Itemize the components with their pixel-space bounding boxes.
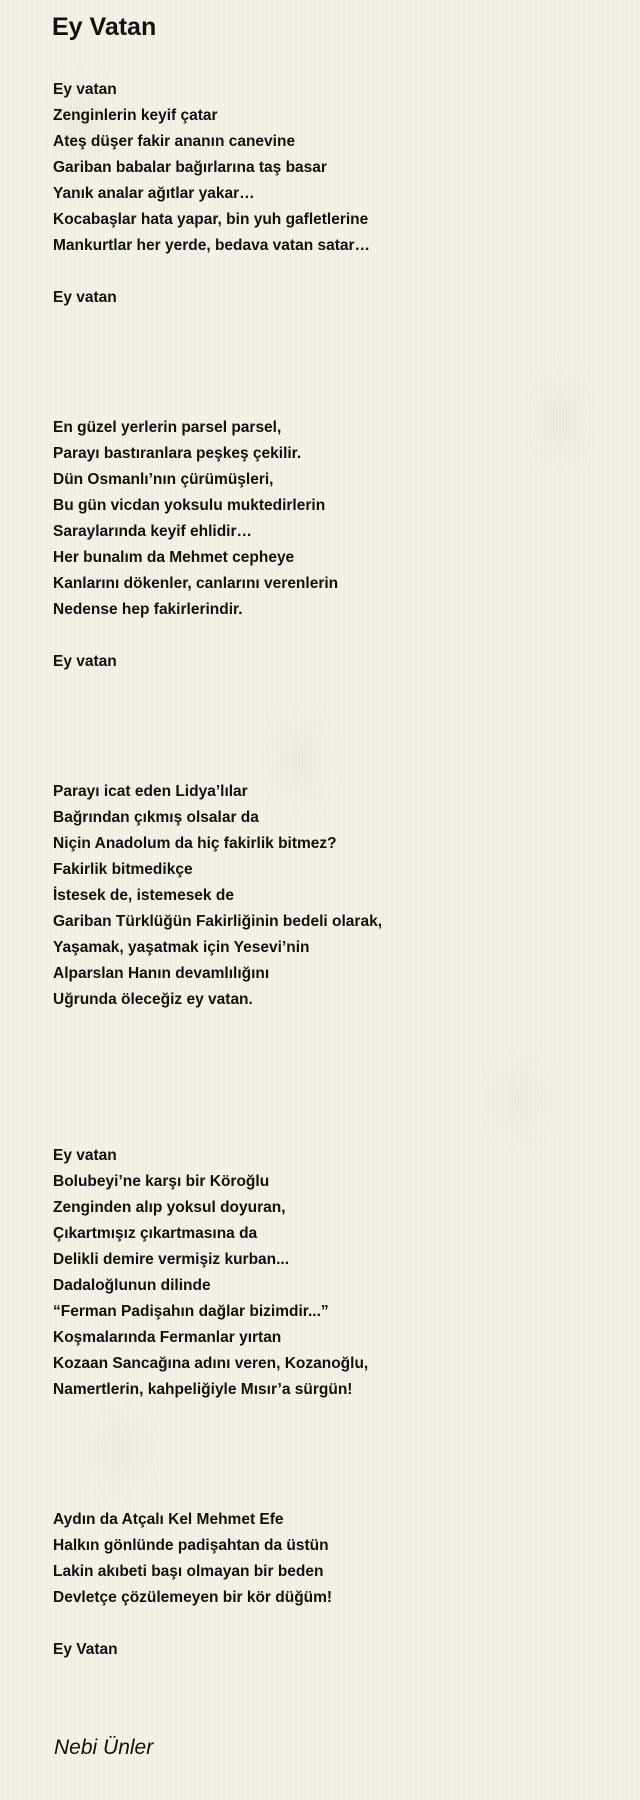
poem-line: Zenginden alıp yoksul doyuran, (53, 1199, 286, 1216)
poem-line: Niçin Anadolum da hiç fakirlik bitmez? (53, 835, 337, 852)
poem-line: Bu gün vicdan yoksulu muktedirlerin (53, 497, 326, 514)
blank-line (53, 311, 613, 337)
blank-line (53, 1455, 613, 1481)
poem-line: Kozaan Sancağına adını veren, Kozanoğlu, (53, 1355, 369, 1372)
poem-body (53, 77, 613, 1663)
poem-line: Halkın gönlünde padişahtan da üstün (53, 1537, 329, 1554)
poem-line: Ateş düşer fakir ananın canevine (53, 133, 296, 150)
blank-line (53, 259, 613, 285)
blank-line (53, 1403, 613, 1429)
blank-line (53, 389, 613, 415)
blank-line (53, 1429, 613, 1455)
poem-line: Yaşamak, yaşatmak için Yesevi’nin (53, 939, 310, 956)
blank-line (53, 337, 613, 363)
poem-line: Ey vatan (53, 289, 117, 306)
poem-line: Ey vatan (53, 1147, 117, 1164)
blank-line (53, 753, 613, 779)
poem-line: Namertlerin, kahpeliğiyle Mısır’a sürgün! (53, 1381, 353, 1398)
blank-line (53, 1013, 613, 1039)
blank-line (53, 1117, 613, 1143)
blank-line (53, 701, 613, 727)
poem-line: Koşmalarında Fermanlar yırtan (53, 1329, 282, 1346)
blank-line (53, 1481, 613, 1507)
poem-line: Devletçe çözülemeyen bir kör düğüm! (53, 1589, 333, 1606)
poem-author: Nebi Ünler (54, 1736, 154, 1759)
poem-line: Lakin akıbeti başı olmayan bir beden (53, 1563, 324, 1580)
poem-line: Uğrunda öleceğiz ey vatan. (53, 991, 253, 1008)
poem-line: Ey vatan (53, 653, 117, 670)
blank-line (53, 1611, 613, 1637)
poem-title: Ey Vatan (52, 13, 157, 41)
poem-line: Her bunalım da Mehmet cepheye (53, 549, 295, 566)
blank-line (53, 623, 613, 649)
poem-line: Bolubeyi’ne karşı bir Köroğlu (53, 1173, 270, 1190)
poem-line: Dadaloğlunun dilinde (53, 1277, 211, 1294)
poem-line: Gariban babalar bağırlarına taş basar (53, 159, 327, 176)
poem-line: Saraylarında keyif ehlidir… (53, 523, 253, 540)
blank-line (53, 1091, 613, 1117)
poem-line: Ey Vatan (53, 1641, 118, 1658)
poem-line: Alparslan Hanın devamlılığını (53, 965, 270, 982)
poem-line: Aydın da Atçalı Kel Mehmet Efe (53, 1511, 284, 1528)
blank-line (53, 363, 613, 389)
poem-line: “Ferman Padişahın dağlar bizimdir...” (53, 1303, 329, 1320)
poem-line: Parayı bastıranlara peşkeş çekilir. (53, 445, 302, 462)
poem-line: Kocabaşlar hata yapar, bin yuh gafletlerine (53, 211, 369, 228)
poem-line: Dün Osmanlı’nın çürümüşleri, (53, 471, 274, 488)
poem-line: Parayı icat eden Lidya’lılar (53, 783, 248, 800)
blank-line (53, 675, 613, 701)
poem-line: En güzel yerlerin parsel parsel, (53, 419, 282, 436)
poem-line: Nedense hep fakirlerindir. (53, 601, 243, 618)
poem-line: Zenginlerin keyif çatar (53, 107, 218, 124)
poem-line: Çıkartmışız çıkartmasına da (53, 1225, 258, 1242)
blank-line (53, 727, 613, 753)
poem-line: Ey vatan (53, 81, 117, 98)
poem-line: İstesek de, istemesek de (53, 887, 234, 904)
blank-line (53, 1065, 613, 1091)
poem-line: Kanlarını dökenler, canlarını verenlerin (53, 575, 339, 592)
poem-line: Bağrından çıkmış olsalar da (53, 809, 259, 826)
poem-line: Yanık analar ağıtlar yakar… (53, 185, 255, 202)
poem-line: Delikli demire vermişiz kurban... (53, 1251, 290, 1268)
poem-line: Gariban Türklüğün Fakirliğinin bedeli olarak, (53, 913, 383, 930)
poem-line: Fakirlik bitmedikçe (53, 861, 193, 878)
poem-line: Mankurtlar her yerde, bedava vatan satar… (53, 237, 371, 254)
blank-line (53, 1039, 613, 1065)
